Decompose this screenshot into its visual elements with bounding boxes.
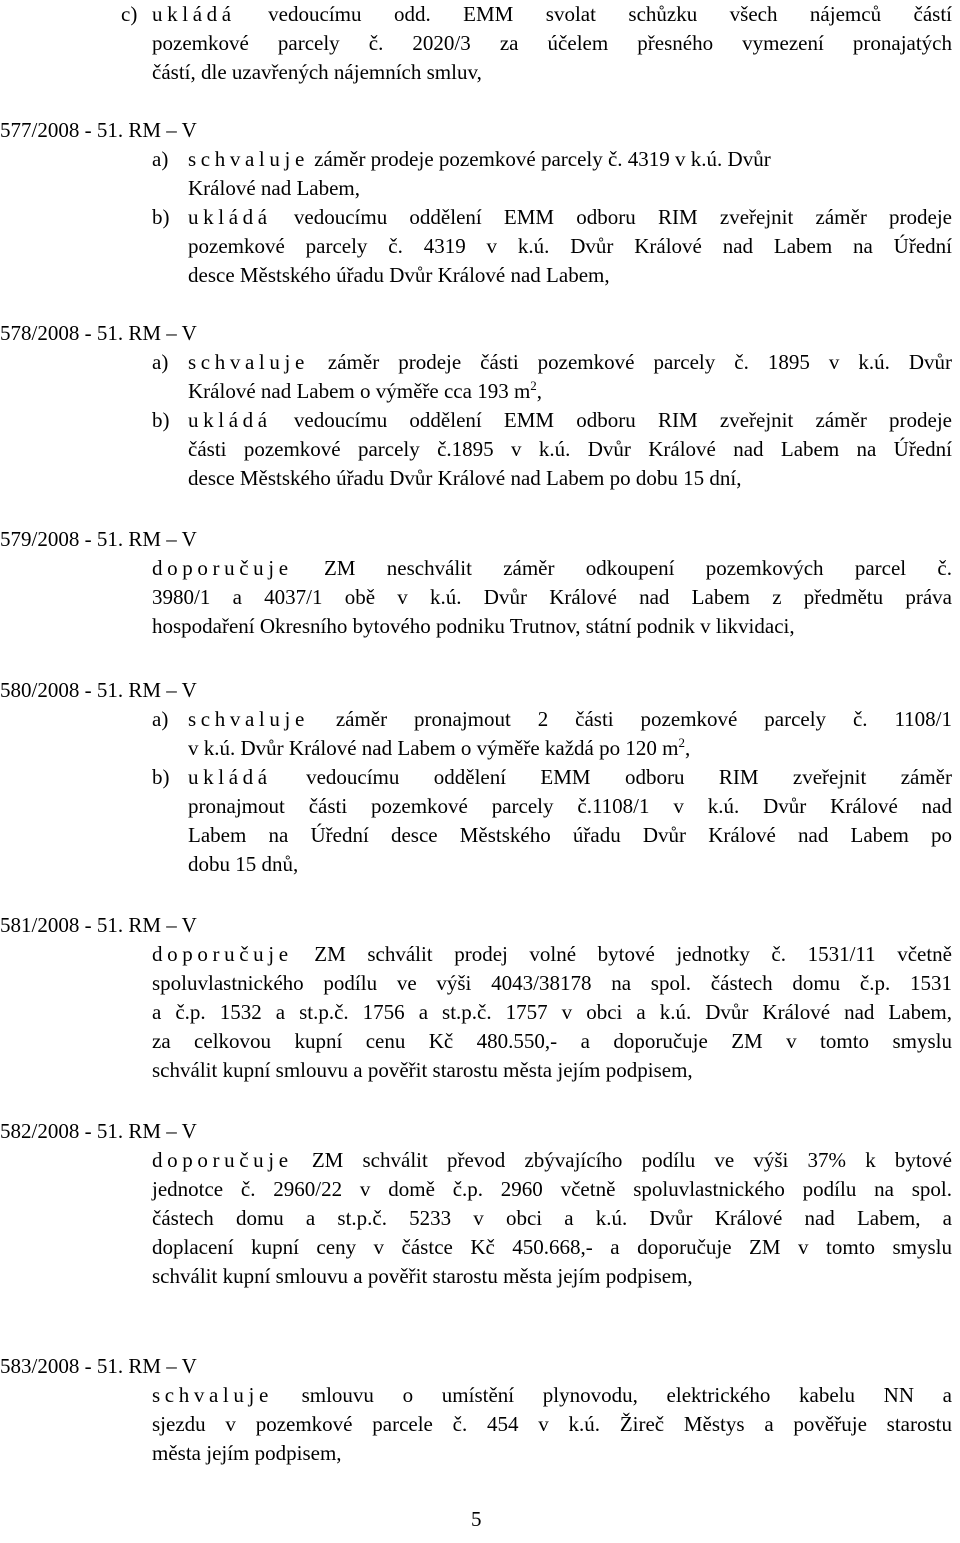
page-number: 5 <box>471 1507 482 1531</box>
item-line <box>152 940 952 969</box>
item-line <box>188 763 952 792</box>
item-line <box>188 377 542 406</box>
resolution-header: 583/2008 - 51. RM – V <box>0 1354 197 1378</box>
item-line <box>188 705 952 734</box>
item-label: a) <box>152 350 169 374</box>
resolution-verb: ukládá <box>188 765 272 789</box>
item-line <box>188 734 690 763</box>
area-text: v k.ú. Dvůr Králové nad Labem o výměře každá po 120 m <box>188 736 679 760</box>
item-line: města jejím podpisem, <box>152 1441 342 1465</box>
item-line <box>152 554 952 583</box>
resolution-header: 582/2008 - 51. RM – V <box>0 1119 197 1143</box>
item-line: za celkovou kupní cenu Kč 480.550,- a doporučuje ZM v tomto smyslu <box>152 1029 952 1053</box>
resolution-text: vedoucímu oddělení EMM odboru RIM zveřejnit záměr <box>306 765 952 789</box>
resolution-text: ZM neschválit záměr odkoupení pozemkových parcel č. <box>323 556 952 580</box>
resolution-verb: doporučuje <box>152 942 293 966</box>
resolution-header: 577/2008 - 51. RM – V <box>0 118 197 142</box>
item-line <box>188 406 952 435</box>
resolution-verb: doporučuje <box>152 556 293 580</box>
resolution-text: vedoucímu oddělení EMM odboru RIM zveřejnit záměr prodeje <box>293 408 952 432</box>
resolution-verb: schvaluje <box>188 350 309 374</box>
item-line: desce Městského úřadu Dvůr Králové nad Labem po dobu 15 dní, <box>188 466 742 490</box>
item-line: doplacení kupní ceny v částce Kč 450.668,- a doporučuje ZM v tomto smyslu <box>152 1235 952 1259</box>
prev-item-line: částí, dle uzavřených nájemních smluv, <box>152 60 482 84</box>
item-line: spoluvlastnického podílu ve výši 4043/38178 na spol. částech domu č.p. 1531 <box>152 971 952 995</box>
resolution-verb: ukládá <box>152 2 236 26</box>
resolution-text: smlouvu o umístění plynovodu, elektrického kabelu NN a <box>301 1383 953 1407</box>
punctuation: , <box>684 736 691 760</box>
resolution-header: 579/2008 - 51. RM – V <box>0 527 197 551</box>
prev-item-label: c) <box>121 2 138 26</box>
resolution-verb: schvaluje <box>188 147 309 171</box>
resolution-header: 581/2008 - 51. RM – V <box>0 913 197 937</box>
item-line: části pozemkové parcely č.1895 v k.ú. Dvůr Králové nad Labem na Úřední <box>188 437 952 461</box>
item-line: hospodaření Okresního bytového podniku Trutnov, státní podnik v likvidaci, <box>152 614 795 638</box>
resolution-text: záměr prodeje pozemkové parcely č. 4319 v k.ú. Dvůr <box>314 147 771 171</box>
resolution-text: ZM schválit prodej volné bytové jednotky č. 1531/11 včetně <box>314 942 952 966</box>
item-line: dobu 15 dnů, <box>188 852 299 876</box>
item-line <box>152 1381 952 1410</box>
item-line: 3980/1 a 4037/1 obě v k.ú. Dvůr Králové nad Labem z předmětu práva <box>152 585 952 609</box>
item-line: schválit kupní smlouvu a pověřit starostu města jejím podpisem, <box>152 1264 693 1288</box>
resolution-header: 580/2008 - 51. RM – V <box>0 678 197 702</box>
item-line <box>188 203 952 232</box>
resolution-verb: ukládá <box>188 205 272 229</box>
resolution-verb: doporučuje <box>152 1148 293 1172</box>
resolution-text: vedoucímu odd. EMM svolat schůzku všech nájemců částí <box>268 2 953 26</box>
item-line: jednotce č. 2960/22 v domě č.p. 2960 včetně spoluvlastnického podílu na spol. <box>152 1177 952 1201</box>
item-label: b) <box>152 408 170 432</box>
item-line <box>152 1146 952 1175</box>
item-label: a) <box>152 707 169 731</box>
item-label: b) <box>152 205 170 229</box>
item-line <box>188 348 952 377</box>
resolution-text: ZM schválit převod zbývajícího podílu ve výši 37% k bytové <box>311 1148 953 1172</box>
resolution-text: záměr pronajmout 2 části pozemkové parcely č. 1108/1 <box>335 707 953 731</box>
item-line: Labem na Úřední desce Městského úřadu Dvůr Králové nad Labem po <box>188 823 952 847</box>
prev-item-line: pozemkové parcely č. 2020/3 za účelem přesného vymezení pronajatých <box>152 31 952 55</box>
resolution-verb: schvaluje <box>188 707 309 731</box>
resolution-text: záměr prodeje části pozemkové parcely č. 1895 v k.ú. Dvůr <box>327 350 953 374</box>
area-unit-exponent: 2 <box>530 378 537 393</box>
resolution-verb: schvaluje <box>152 1383 273 1407</box>
item-label: a) <box>152 147 169 171</box>
area-unit-exponent: 2 <box>678 735 685 750</box>
item-line: pronajmout části pozemkové parcely č.1108/1 v k.ú. Dvůr Králové nad <box>188 794 952 818</box>
prev-item-line <box>152 0 952 29</box>
resolution-text: vedoucímu oddělení EMM odboru RIM zveřejnit záměr prodeje <box>293 205 952 229</box>
item-line: sjezdu v pozemkové parcele č. 454 v k.ú. Žireč Městys a pověřuje starostu <box>152 1412 952 1436</box>
item-line: a č.p. 1532 a st.p.č. 1756 a st.p.č. 1757 v obci a k.ú. Dvůr Králové nad Labem, <box>152 1000 952 1024</box>
punctuation: , <box>536 379 543 403</box>
item-line: částech domu a st.p.č. 5233 v obci a k.ú. Dvůr Králové nad Labem, a <box>152 1206 952 1230</box>
item-line <box>188 145 771 174</box>
area-text: Králové nad Labem o výměře cca 193 m <box>188 379 531 403</box>
item-line: schválit kupní smlouvu a pověřit starostu města jejím podpisem, <box>152 1058 693 1082</box>
item-line: pozemkové parcely č. 4319 v k.ú. Dvůr Králové nad Labem na Úřední <box>188 234 952 258</box>
resolution-verb: ukládá <box>188 408 272 432</box>
item-line: desce Městského úřadu Dvůr Králové nad Labem, <box>188 263 610 287</box>
resolution-header: 578/2008 - 51. RM – V <box>0 321 197 345</box>
item-line: Králové nad Labem, <box>188 176 361 200</box>
item-label: b) <box>152 765 170 789</box>
